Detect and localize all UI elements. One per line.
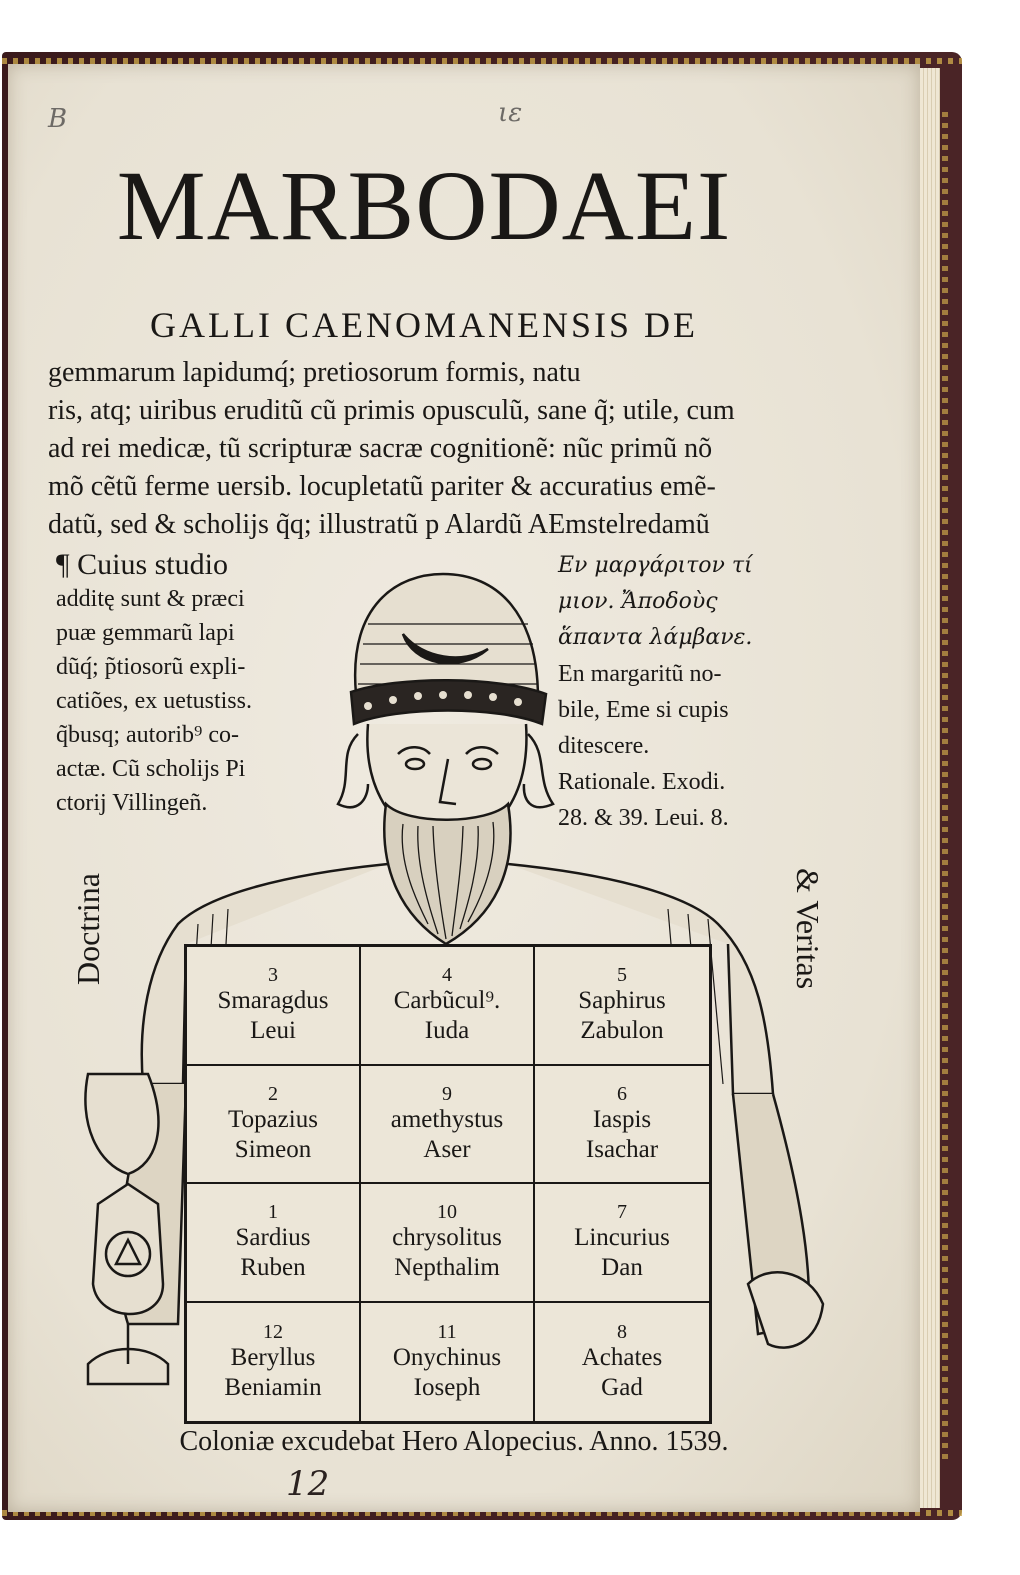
gem-number: 9 bbox=[442, 1082, 452, 1105]
handwritten-shelfmark: 12 bbox=[286, 1464, 330, 1504]
manuscript-note: B bbox=[48, 104, 68, 134]
left-column-line: catiões, ex uetustiss. bbox=[56, 688, 252, 714]
gem-number: 11 bbox=[437, 1320, 457, 1343]
greek-line: ἅπαντα λάμβανε. bbox=[558, 625, 753, 650]
description-line: gemmarum lapidumq́; pretiosorum formis, natu bbox=[48, 357, 581, 388]
gem-number: 2 bbox=[268, 1082, 278, 1105]
manuscript-note: ιε bbox=[498, 98, 523, 128]
tribe-name: Zabulon bbox=[580, 1017, 664, 1045]
page-subtitle: GALLI CAENOMANENSIS DE bbox=[150, 305, 698, 345]
gem-name: Achates bbox=[581, 1343, 663, 1371]
side-label-veritas: & Veritas bbox=[790, 868, 826, 990]
breastplate-gem-table bbox=[184, 944, 712, 1424]
side-label-doctrina: Doctrina bbox=[70, 873, 106, 985]
latin-line: ditescere. bbox=[558, 733, 650, 759]
gem-cell bbox=[361, 947, 535, 1066]
tribe-name: Isachar bbox=[585, 1135, 659, 1163]
gem-name: Smaragdus bbox=[217, 987, 329, 1015]
latin-line: En margaritũ no- bbox=[558, 661, 722, 687]
gem-name: Sardius bbox=[235, 1224, 311, 1252]
left-column-line: q̃busq; autorib⁹ co- bbox=[56, 722, 239, 748]
tribe-name: Leui bbox=[250, 1017, 296, 1045]
tribe-name: Nepthalim bbox=[394, 1254, 500, 1282]
latin-line: 28. & 39. Leui. 8. bbox=[558, 805, 729, 831]
title-page bbox=[8, 64, 920, 1512]
gem-name: Lincurius bbox=[574, 1224, 670, 1252]
gem-number: 4 bbox=[442, 964, 452, 987]
gilt-border-right bbox=[942, 112, 948, 1460]
description-line: mõ cẽtũ ferme uersib. locupletatũ pariter & accuratius emẽ- bbox=[48, 471, 716, 502]
right-column-text bbox=[558, 548, 858, 836]
tribe-name: Dan bbox=[601, 1254, 643, 1282]
gem-name: Onychinus bbox=[392, 1343, 502, 1371]
gem-name: chrysolitus bbox=[392, 1224, 502, 1252]
gem-cell bbox=[187, 1184, 361, 1303]
gem-name: Saphirus bbox=[578, 987, 666, 1015]
gem-name: Iaspis bbox=[592, 1105, 652, 1133]
left-column-line: dũq́; p̃tiosorũ expli- bbox=[56, 654, 246, 680]
greek-line: μιον. Ἄποδοὺς bbox=[558, 589, 718, 614]
gem-cell bbox=[361, 1184, 535, 1303]
tribe-name: Gad bbox=[601, 1373, 643, 1401]
gem-number: 8 bbox=[617, 1320, 627, 1343]
gem-name: Carbũcul⁹. bbox=[393, 987, 501, 1015]
gem-cell bbox=[535, 947, 709, 1066]
gem-number: 12 bbox=[263, 1320, 283, 1343]
left-column-line: additę sunt & præci bbox=[56, 586, 245, 612]
gem-cell bbox=[361, 1066, 535, 1185]
latin-line: Rationale. Exodi. bbox=[558, 769, 726, 795]
tribe-name: Ruben bbox=[240, 1254, 306, 1282]
description-line: ris, atq; uiribus eruditũ cũ primis opusculũ, sane q̃; utile, cum bbox=[48, 395, 735, 426]
gem-number: 6 bbox=[617, 1082, 627, 1105]
gem-cell bbox=[187, 1303, 361, 1422]
gem-number: 3 bbox=[268, 964, 278, 987]
gem-name: Topazius bbox=[228, 1105, 318, 1133]
left-column-text bbox=[56, 548, 336, 820]
left-column-line: ctorij Villingeñ. bbox=[56, 790, 208, 816]
gem-cell bbox=[535, 1066, 709, 1185]
tribe-name: Simeon bbox=[234, 1135, 312, 1163]
description-line: ad rei medicæ, tũ scripturæ sacræ cognitionẽ: nũc primũ nõ bbox=[48, 433, 713, 464]
manuscript-notes bbox=[48, 98, 748, 144]
gem-number: 10 bbox=[437, 1201, 457, 1224]
gem-name: Beryllus bbox=[230, 1343, 316, 1371]
left-column-line: ¶ Cuius studio bbox=[56, 548, 228, 581]
page-title: MARBODAEI bbox=[116, 150, 732, 261]
gem-number: 5 bbox=[617, 964, 627, 987]
gem-number: 7 bbox=[617, 1201, 627, 1224]
tribe-name: Beniamin bbox=[224, 1373, 322, 1401]
left-column-line: actæ. Cũ scholijs Pi bbox=[56, 756, 246, 782]
title-description bbox=[48, 354, 828, 544]
imprint-line: Coloniæ excudebat Hero Alopecius. Anno. 1539. bbox=[179, 1426, 729, 1457]
gem-cell bbox=[187, 947, 361, 1066]
description-line: datũ, sed & scholijs q̃q; illustratũ p Alardũ AEmstelredamũ bbox=[48, 509, 710, 540]
tribe-name: Aser bbox=[423, 1135, 471, 1163]
gem-cell bbox=[361, 1303, 535, 1422]
tribe-name: Iuda bbox=[424, 1017, 470, 1045]
gem-cell bbox=[187, 1066, 361, 1185]
gem-cell bbox=[535, 1303, 709, 1422]
latin-line: bile, Eme si cupis bbox=[558, 697, 729, 723]
gem-number: 1 bbox=[268, 1201, 278, 1224]
tribe-name: Ioseph bbox=[413, 1373, 481, 1401]
left-column-line: puæ gemmarũ lapi bbox=[56, 620, 235, 646]
gem-cell bbox=[535, 1184, 709, 1303]
greek-line: Εν μαργάριτον τί bbox=[558, 553, 753, 578]
gem-name: amethystus bbox=[390, 1105, 504, 1133]
